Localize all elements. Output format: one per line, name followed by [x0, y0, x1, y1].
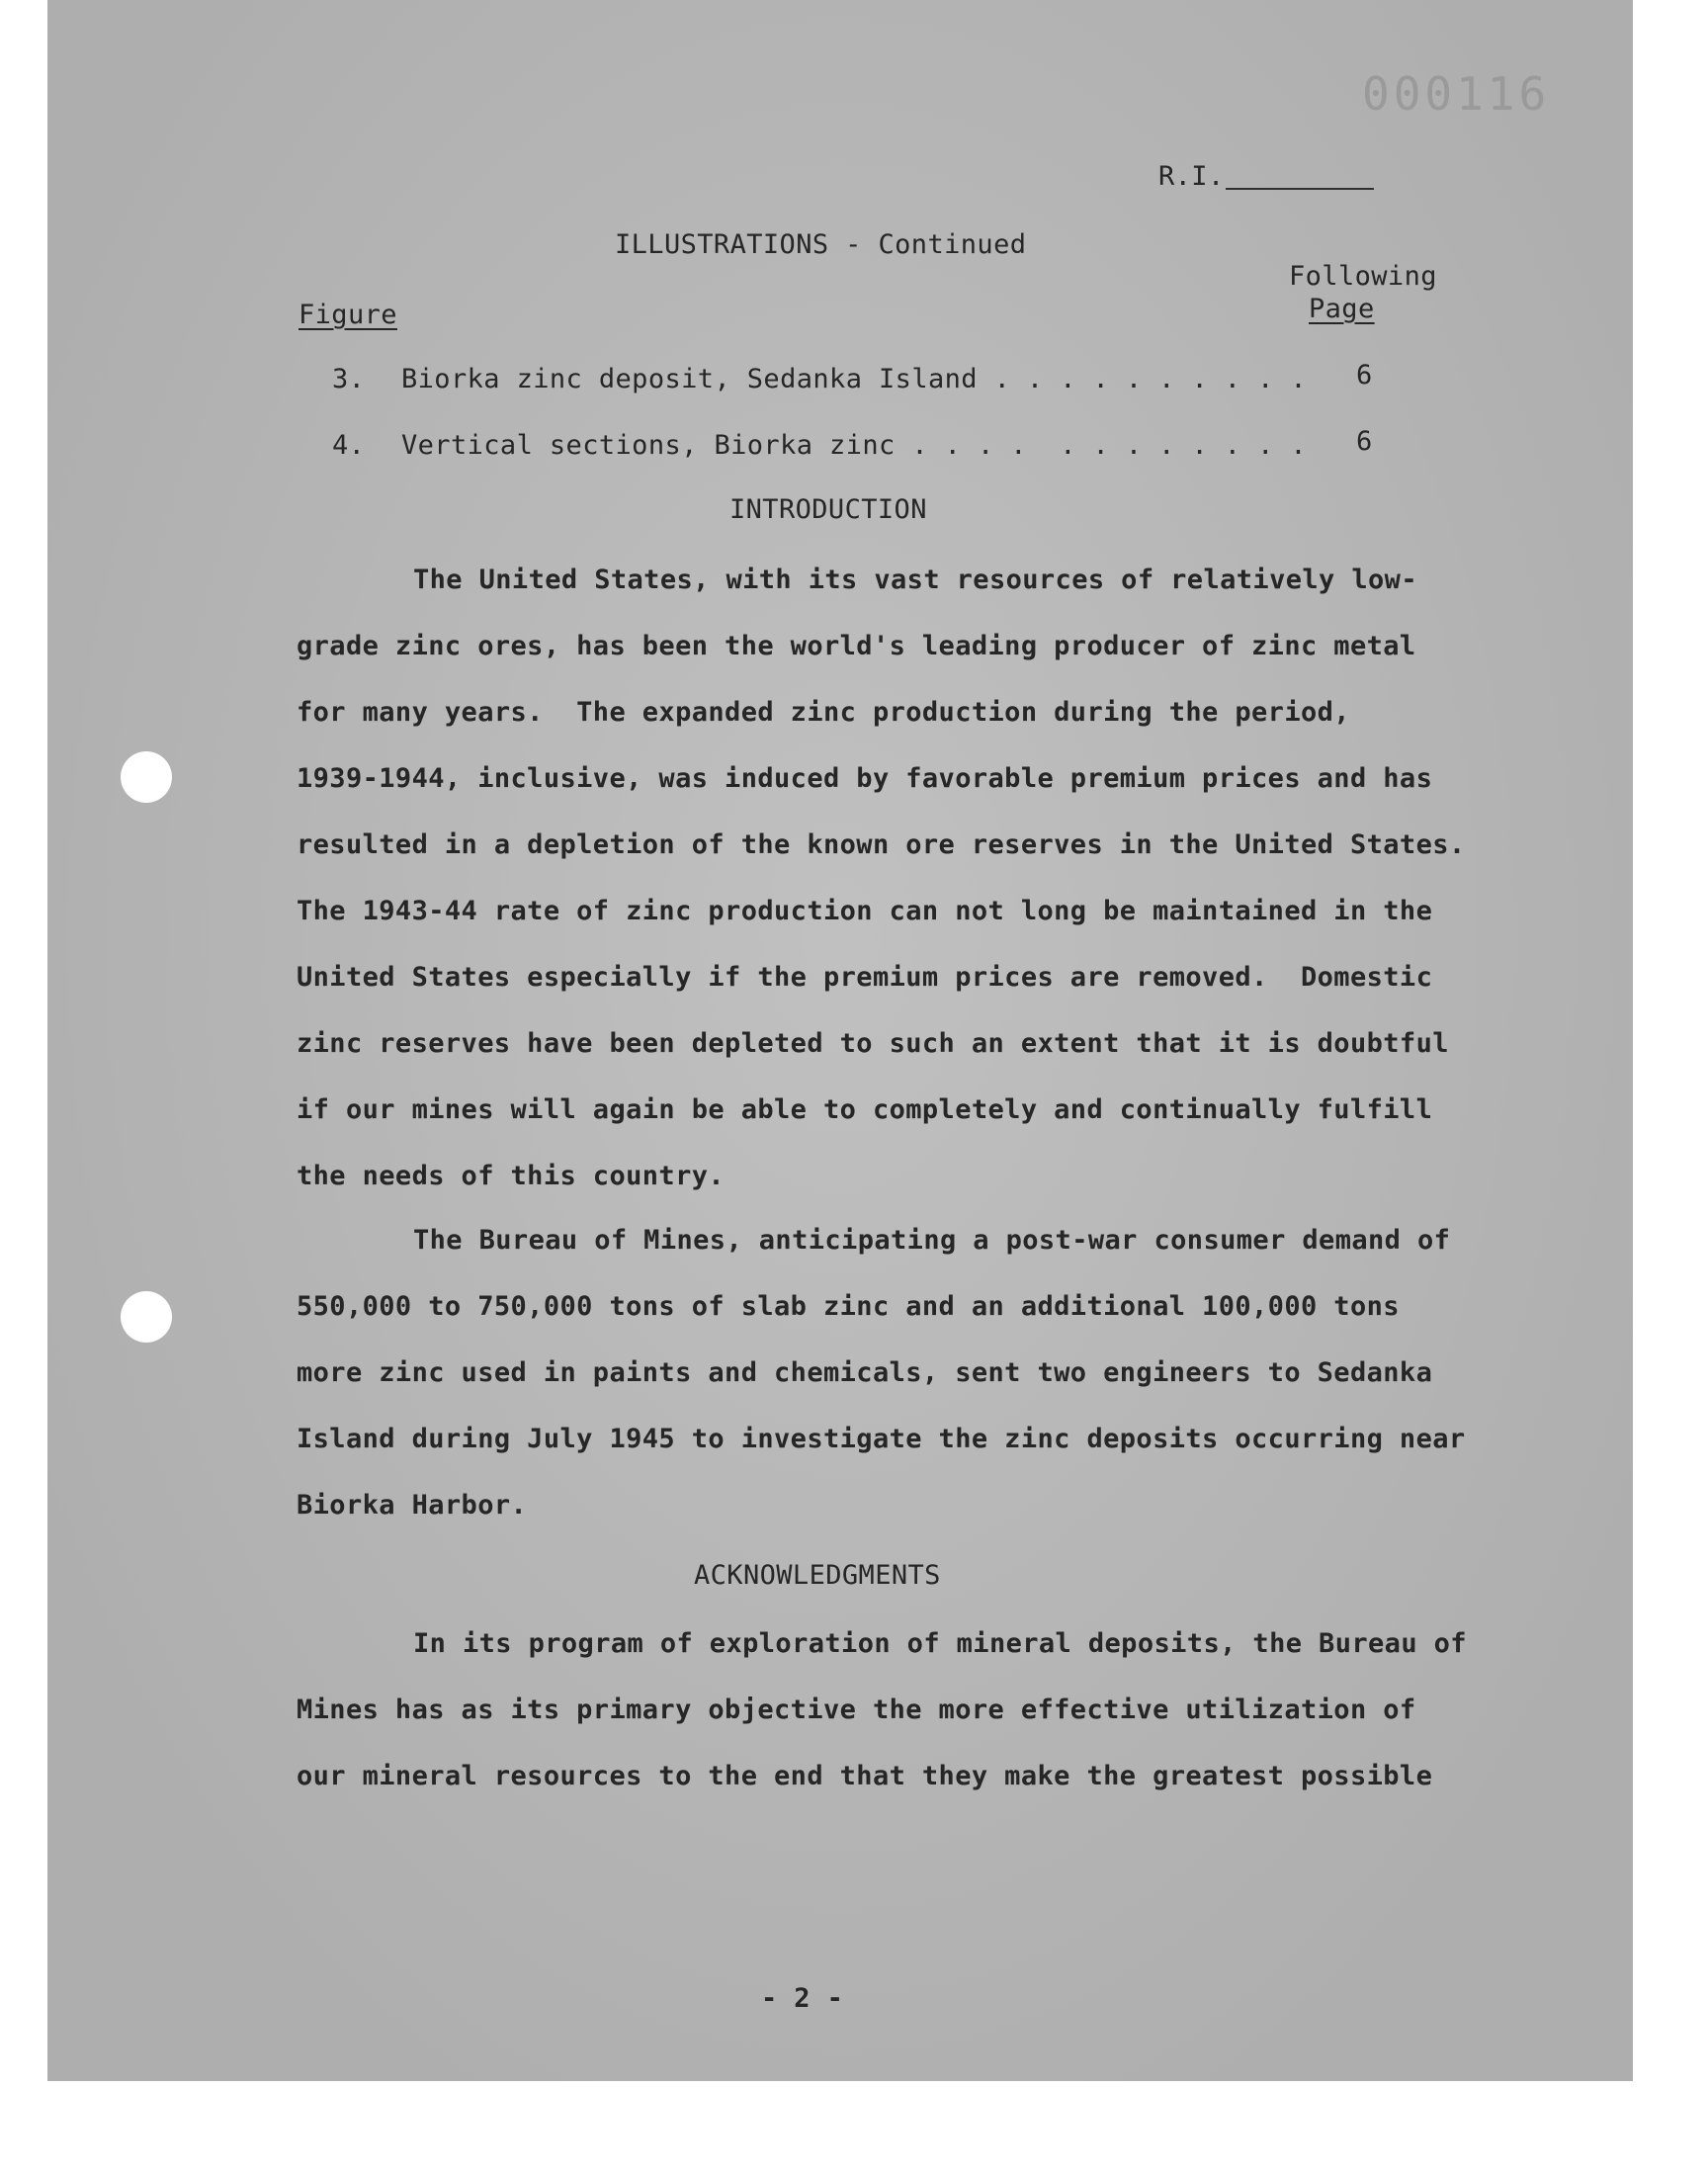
text-line: resulted in a depletion of the known ore reserves in the United States. — [297, 829, 1466, 860]
punch-hole-top — [121, 751, 172, 803]
following-page-label-line2: Page — [1309, 294, 1375, 324]
figure-column-label: Figure — [299, 300, 397, 330]
archive-stamp-number: 000116 — [1362, 67, 1551, 121]
text-line: if our mines will again be able to completely and continually fulfill — [297, 1094, 1433, 1125]
page-number: - 2 - — [761, 1983, 844, 2014]
punch-hole-bottom — [121, 1291, 172, 1343]
text-line: 1939-1944, inclusive, was induced by favorable premium prices and has — [297, 763, 1433, 794]
figure-number: 3. — [332, 364, 366, 394]
text-line: for many years. The expanded zinc production during the period, — [297, 697, 1350, 728]
text-line: The Bureau of Mines, anticipating a post-war consumer demand of — [413, 1225, 1451, 1256]
acknowledgments-heading: ACKNOWLEDGMENTS — [694, 1560, 941, 1591]
text-line: the needs of this country. — [297, 1161, 726, 1191]
acknowledgments-paragraph — [297, 1610, 1483, 1809]
text-line: 550,000 to 750,000 tons of slab zinc and an additional 100,000 tons — [297, 1291, 1400, 1322]
text-line: our mineral resources to the end that they make the greatest possible — [297, 1761, 1433, 1791]
text-line: Mines has as its primary objective the more effective utilization of — [297, 1695, 1416, 1725]
figure-title: Vertical sections, Biorka zinc . . . . . . . . . . . . — [401, 430, 1308, 461]
introduction-paragraph-1 — [297, 547, 1483, 1209]
following-page-label-line1: Following — [1289, 261, 1437, 292]
text-line: more zinc used in paints and chemicals, sent two engineers to Sedanka — [297, 1357, 1433, 1388]
introduction-paragraph-2 — [297, 1207, 1483, 1538]
figure-page: 6 — [1356, 360, 1373, 391]
text-line: In its program of exploration of mineral deposits, the Bureau of — [413, 1628, 1467, 1659]
figure-page: 6 — [1356, 426, 1373, 457]
text-line: Island during July 1945 to investigate the zinc deposits occurring near — [297, 1424, 1466, 1454]
ri-blank-line — [1226, 188, 1374, 190]
figure-title: Biorka zinc deposit, Sedanka Island . . . . . . . . . . — [401, 364, 1308, 394]
introduction-heading: INTRODUCTION — [729, 494, 927, 525]
text-line: zinc reserves have been depleted to such an extent that it is doubtful — [297, 1028, 1449, 1059]
text-line: Biorka Harbor. — [297, 1490, 528, 1521]
text-line: The United States, with its vast resources of relatively low- — [413, 565, 1417, 595]
illustrations-heading: ILLUSTRATIONS - Continued — [615, 229, 1027, 260]
text-line: United States especially if the premium prices are removed. Domestic — [297, 962, 1433, 993]
ri-label: R.I. — [1158, 161, 1225, 192]
figure-number: 4. — [332, 430, 366, 461]
text-line: grade zinc ores, has been the world's leading producer of zinc metal — [297, 631, 1416, 661]
text-line: The 1943-44 rate of zinc production can not long be maintained in the — [297, 896, 1433, 926]
